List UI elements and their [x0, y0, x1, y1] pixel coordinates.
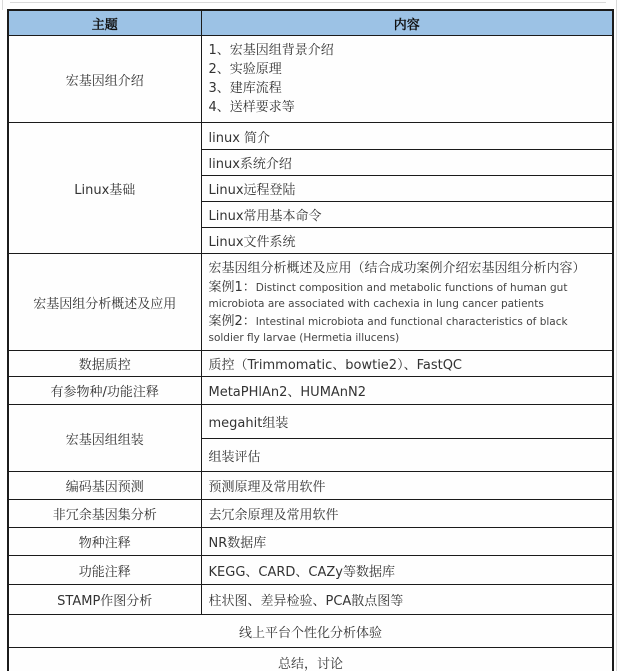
row-qc [8, 351, 613, 377]
course-outline-table [7, 9, 614, 671]
topic-linux: Linux基础 [8, 123, 201, 254]
content-nonredundant [201, 500, 613, 528]
qc-text: 质控（Trimmomatic、bowtie2）、FastQC [208, 358, 463, 373]
row-nonredundant [8, 500, 613, 528]
gridline-left-tick [2, 0, 3, 10]
row-ref-annotation [8, 377, 613, 405]
taxonomy-text: NR数据库 [208, 536, 267, 551]
row-stamp [8, 585, 613, 615]
case2-label: 案例2： [208, 314, 256, 329]
case2-text: Intestinal microbiota and functional characteristics of black soldier fly larvae (Hermetia illucens) [208, 316, 568, 344]
linux-subrow: Linux远程登陆 [202, 175, 613, 201]
row-function-annotation [8, 556, 613, 585]
topic-stamp: STAMP作图分析 [8, 585, 201, 615]
topic-qc: 数据质控 [8, 351, 201, 377]
nonredundant-text: 去冗余原理及常用软件 [208, 508, 339, 523]
content-assembly [201, 405, 613, 472]
header-cell-topic: 主题 [8, 10, 201, 36]
case-study-2 [209, 314, 605, 346]
row-gene-prediction [8, 472, 613, 500]
linux-subrow: linux系统介绍 [202, 149, 613, 175]
linux-subrow: Linux常用基本命令 [202, 201, 613, 227]
function-annotation-text: KEGG、CARD、CAZy等数据库 [208, 564, 395, 580]
gene-prediction-text: 预测原理及常用软件 [208, 480, 326, 495]
content-ref-annotation [201, 377, 613, 405]
row-overview [8, 254, 613, 351]
topic-assembly: 宏基因组组装 [8, 405, 201, 472]
header-cell-content: 内容 [201, 10, 613, 36]
linux-subrow: linux 简介 [208, 130, 271, 146]
case1-text: Distinct composition and metabolic functions of human gut microbiota are associated with cachexia in lung cancer patients [208, 282, 568, 310]
row-intro [8, 36, 613, 123]
assembly-subrow: megahit组装 [208, 416, 289, 431]
intro-item: 1、宏基因组背景介绍 [208, 43, 334, 58]
row-linux [8, 123, 613, 254]
topic-gene-prediction: 编码基因预测 [8, 472, 201, 500]
content-overview [201, 254, 613, 351]
online-platform-cell: 线上平台个性化分析体验 [8, 615, 613, 648]
summary-cell: 总结，讨论 [8, 648, 613, 671]
topic-overview: 宏基因组分析概述及应用 [8, 254, 201, 351]
topic-nonredundant: 非冗余基因集分析 [8, 500, 201, 528]
intro-item: 4、送样要求等 [208, 100, 295, 115]
topic-function-annotation: 功能注释 [8, 556, 201, 585]
intro-item: 2、实验原理 [208, 62, 282, 77]
overview-line: 宏基因组分析概述及应用（结合成功案例介绍宏基因组分析内容） [208, 261, 586, 276]
content-stamp [201, 585, 613, 615]
gridline-top [10, 2, 606, 3]
content-gene-prediction [201, 472, 613, 500]
assembly-subrow: 组装评估 [202, 438, 613, 471]
case-study-1 [209, 280, 605, 312]
content-function-annotation [201, 556, 613, 585]
content-qc [201, 351, 613, 377]
ref-annotation-text: MetaPHlAn2、HUMAnN2 [208, 385, 367, 400]
topic-taxonomy: 物种注释 [8, 528, 201, 556]
row-assembly [8, 405, 613, 472]
gridline-right [616, 0, 617, 671]
row-taxonomy [8, 528, 613, 556]
content-intro [201, 36, 613, 123]
topic-ref-annotation: 有参物种/功能注释 [8, 377, 201, 405]
row-online-platform [8, 615, 613, 648]
content-linux [201, 123, 613, 254]
content-taxonomy [201, 528, 613, 556]
table-header-row [8, 10, 613, 36]
topic-intro: 宏基因组介绍 [8, 36, 201, 123]
row-summary [8, 648, 613, 671]
stamp-text: 柱状图、差异检验、PCA散点图等 [208, 594, 404, 609]
case1-label: 案例1： [208, 280, 256, 295]
linux-subrow: Linux文件系统 [202, 227, 613, 253]
intro-item: 3、建库流程 [208, 81, 282, 96]
